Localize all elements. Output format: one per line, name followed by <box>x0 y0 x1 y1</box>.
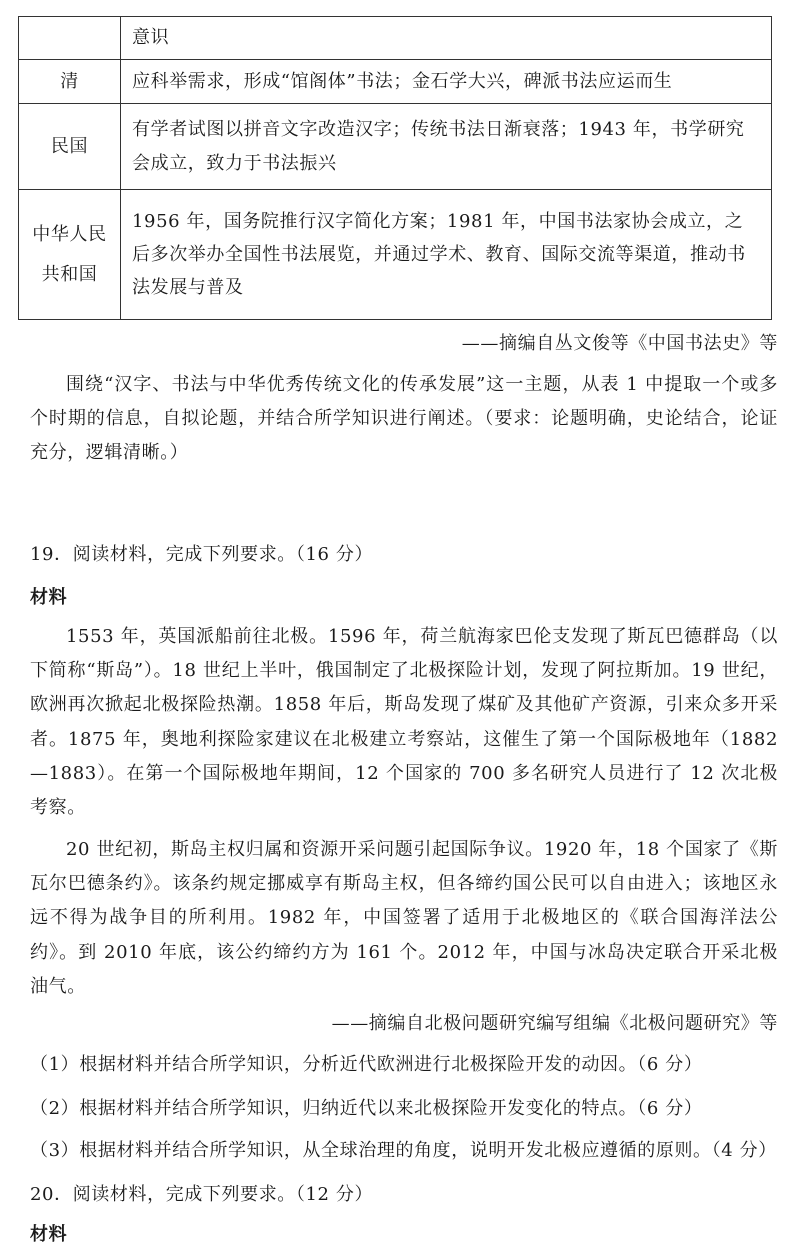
table-row <box>19 17 772 60</box>
era-label: 民国 <box>50 135 89 157</box>
q19-subquestion-2: （2）根据材料并结合所学知识，归纳近代以来北极探险开发变化的特点。（6 分） <box>30 1098 703 1119</box>
content-cell: 1956 年，国务院推行汉字简化方案；1981 年，中国书法家协会成立，之后多次举办全国性书法展览，并通过学术、教育、国际交流等渠道，推动书法发展与普及 <box>121 190 772 320</box>
q20-material-label: 材料 <box>30 1224 68 1245</box>
table-row <box>19 190 772 320</box>
era-label: 清 <box>60 70 79 92</box>
content-cell: 意识 <box>121 17 772 60</box>
q18-prompt: 围绕“汉字、书法与中华优秀传统文化的传承发展”这一主题，从表 1 中提取一个或多个时期的信息，自拟论题，并结合所学知识进行阐述。（要求：论题明确，史论结合，论证充分，逻辑清晰。） <box>30 374 778 464</box>
content-cell: 应科举需求，形成“馆阁体”书法；金石学大兴，碑派书法应运而生 <box>121 60 772 104</box>
table-row <box>19 60 772 104</box>
q19-material-paragraph-1: 1553 年，英国派船前往北极。1596 年，荷兰航海家巴伦支发现了斯瓦巴德群岛（以下简称“斯岛”）。18 世纪上半叶，俄国制定了北极探险计划，发现了阿拉斯加。19 世纪，欧洲再次掀起北极探险热潮。1858 年后，斯岛发现了煤矿及其他矿产资源，引来众多开采者。1875 年，奥地利探险家建议在北极建立考察站，这催生了第一个国际极地年（1882—1883）。在第一个国际极地年期间，12 个国家的 700 多名研究人员进行了 12 次北极考察。 <box>30 626 778 818</box>
era-cell <box>19 60 121 104</box>
q19-source-citation: ——摘编自北极问题研究编写组编《北极问题研究》等 <box>331 1013 778 1034</box>
era-cell <box>19 104 121 190</box>
history-table <box>18 16 772 320</box>
era-cell <box>19 190 121 320</box>
q19-material-label: 材料 <box>30 587 68 608</box>
content-cell: 有学者试图以拼音文字改造汉字；传统书法日渐衰落；1943 年，书学研究会成立，致力于书法振兴 <box>121 104 772 190</box>
era-label: 中华人民共和国 <box>32 223 107 285</box>
q19-title: 19．阅读材料，完成下列要求。（16 分） <box>30 544 374 565</box>
q20-title: 20．阅读材料，完成下列要求。（12 分） <box>30 1184 374 1205</box>
q19-material-paragraph-2: 20 世纪初，斯岛主权归属和资源开采问题引起国际争议。1920 年，18 个国家了《斯瓦尔巴德条约》。该条约规定挪威享有斯岛主权，但各缔约国公民可以自由进入；该地区永远不得为战争目的所利用。1982 年，中国签署了适用于北极地区的《联合国海洋法公约》。到 2010 年底，该公约缔约方为 161 个。2012 年，中国与冰岛决定联合开采北极油气。 <box>30 839 778 997</box>
q19-subquestion-1: （1）根据材料并结合所学知识，分析近代欧洲进行北极探险开发的动因。（6 分） <box>30 1054 703 1075</box>
era-cell <box>19 17 121 60</box>
table-row <box>19 104 772 190</box>
table-source-citation: ——摘编自丛文俊等《中国书法史》等 <box>461 333 778 354</box>
q19-subquestion-3: （3）根据材料并结合所学知识，从全球治理的角度，说明开发北极应遵循的原则。（4 分） <box>30 1140 777 1161</box>
